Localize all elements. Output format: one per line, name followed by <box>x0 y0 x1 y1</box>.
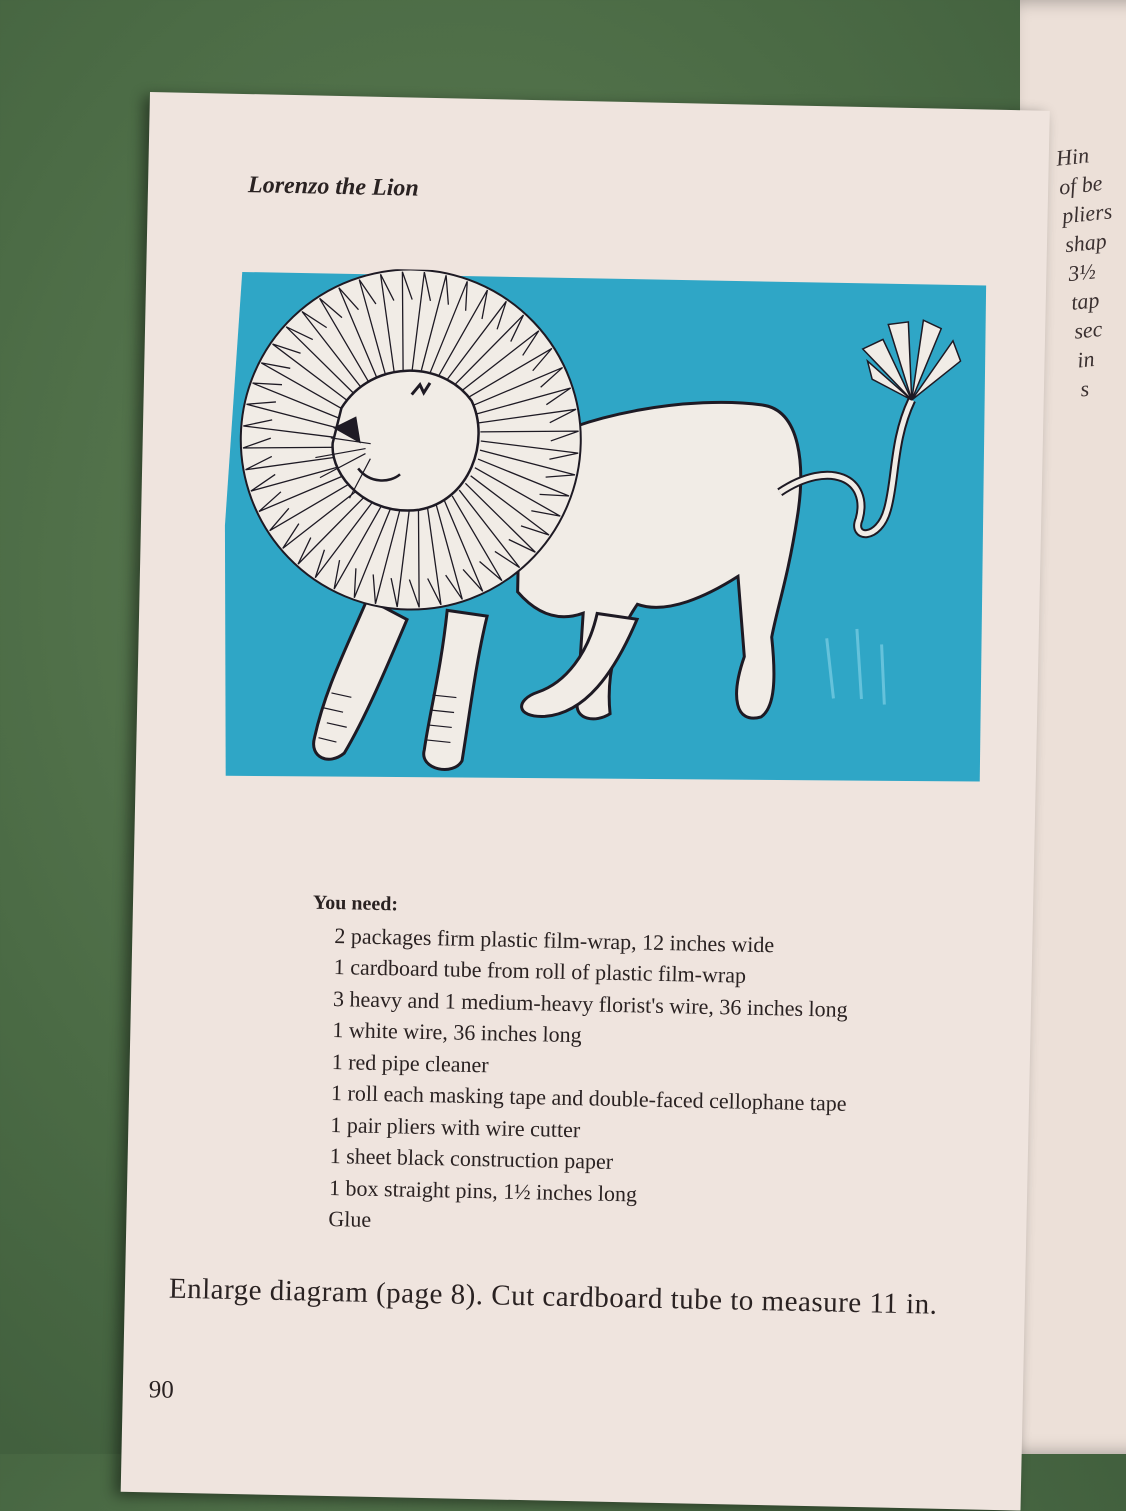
materials-list <box>306 888 1013 1249</box>
opposite-fragment: sec <box>1072 315 1104 344</box>
materials-item: 1 red pipe cleaner <box>331 1048 489 1077</box>
materials-item: 1 white wire, 36 inches long <box>332 1017 582 1048</box>
materials-heading: You need: <box>312 891 399 916</box>
materials-item: 1 sheet black construction paper <box>329 1143 614 1174</box>
materials-item: 1 roll each masking tape and double-faced cellophane tape <box>330 1080 847 1116</box>
materials-item: 3 heavy and 1 medium-heavy florist's wire, 36 inches long <box>332 985 848 1022</box>
opposite-fragment: tap <box>1069 287 1101 315</box>
opposite-fragment: s <box>1078 375 1091 402</box>
materials-items <box>306 919 1012 1249</box>
opposite-fragment: in <box>1075 345 1096 373</box>
page-title: Lorenzo the Lion <box>247 172 419 202</box>
materials-item: 1 box straight pins, 1½ inches long <box>328 1174 638 1206</box>
page-number: 90 <box>148 1376 175 1404</box>
opposite-fragment: shap <box>1063 228 1108 258</box>
instruction-paragraph: Enlarge diagram (page 8). Cut cardboard tube to measure 11 in. <box>168 1272 938 1321</box>
materials-item: Glue <box>328 1205 372 1232</box>
materials-item: 1 cardboard tube from roll of plastic film-wrap <box>333 954 747 988</box>
book-page <box>121 92 1050 1511</box>
opposite-fragment: 3½ <box>1066 258 1097 287</box>
opposite-fragment: of be <box>1057 170 1104 200</box>
opposite-fragment: Hin <box>1054 142 1091 171</box>
lion-illustration <box>213 266 994 802</box>
opposite-fragment: pliers <box>1060 198 1114 229</box>
materials-item: 1 pair pliers with wire cutter <box>330 1111 581 1142</box>
materials-item: 2 packages firm plastic film-wrap, 12 inches wide <box>334 922 775 957</box>
